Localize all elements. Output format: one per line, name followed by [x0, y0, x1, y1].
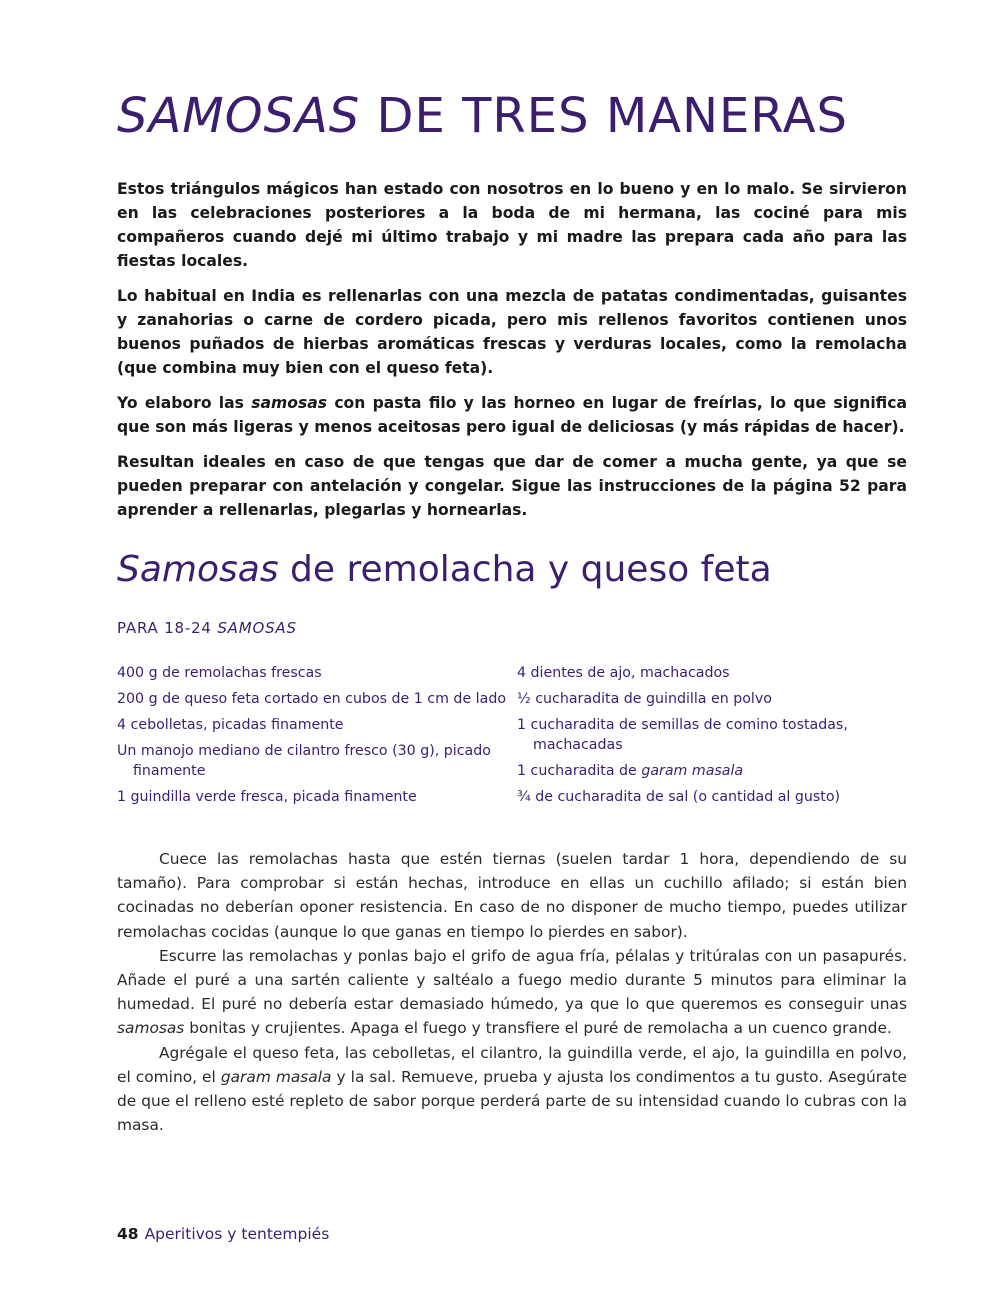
- ingredient-item: ¾ de cucharadita de sal (o cantidad al gusto): [517, 788, 841, 805]
- recipe-yield-italic: SAMOSAS: [217, 619, 297, 637]
- ingredients-column-right: [517, 664, 907, 814]
- intro-paragraph-3-italic: samosas: [251, 394, 328, 412]
- method-paragraph-3-start: Agrégale el queso feta, las cebolletas, el cilantro, la guindilla verde, el ajo, la guindilla en polvo, el comino, el: [117, 1043, 907, 1086]
- method-paragraph-1: Cuece las remolachas hasta que estén tiernas (suelen tardar 1 hora, dependiendo de su tamaño). Para comprobar si están hechas, introduce en ellas un cuchillo afilado; si están bien cocinadas no deberían oponer resistencia. En caso de no disponer de mucho tiempo, puedes utilizar remolachas cocidas (aunque lo que ganas en tiempo lo pierdes en sabor).: [117, 850, 907, 941]
- intro-paragraph-4: Resultan ideales en caso de que tengas que dar de comer a mucha gente, ya que se pueden preparar con antelación y congelar. Sigue las instrucciones de la página 52 para aprender a rellenarlas, plegarlas y hornearlas.: [117, 453, 907, 519]
- intro-paragraph-3-end: con pasta filo y las horneo en lugar de freírlas, lo que significa que son más ligeras y menos aceitosas pero igual de deliciosas (y más rápidas de hacer).: [117, 394, 907, 436]
- intro-paragraph-1: Estos triángulos mágicos han estado con nosotros en lo bueno y en lo malo. Se sirvieron en las celebraciones posteriores a la boda de mi hermana, las cociné para mis compañeros cuando dejé mi último trabajo y mi madre las prepara cada año para las fiestas locales.: [117, 180, 907, 270]
- ingredients-column-left: [117, 664, 517, 814]
- method-paragraph-3-italic: garam masala: [220, 1067, 332, 1086]
- recipe-yield: [117, 619, 297, 637]
- ingredient-item: 4 dientes de ajo, machacados: [517, 665, 730, 681]
- ingredient-item: ½ cucharadita de guindilla en polvo: [517, 691, 772, 707]
- method-paragraph-2-start: Escurre las remolachas y ponlas bajo el grifo de agua fría, pélalas y tritúralas con un pasapurés. Añade el puré a una sartén caliente y saltéalo a fuego medio durante 5 minutos para eliminar la humedad. El puré no debería estar demasiado húmedo, ya que lo que queremos es conseguir unas: [117, 946, 907, 1014]
- page-number: 48: [117, 1225, 139, 1243]
- method-paragraph-2: [117, 944, 907, 1041]
- page-title-rest: DE TRES MANERAS: [360, 88, 849, 144]
- page-title-italic: SAMOSAS: [117, 88, 361, 144]
- recipe-title: [117, 549, 772, 590]
- recipe-title-italic: Samosas: [117, 549, 279, 590]
- ingredient-item: 1 guindilla verde fresca, picada finamente: [117, 788, 417, 805]
- method-paragraph-3-end: y la sal. Remueve, prueba y ajusta los condimentos a tu gusto. Asegúrate de que el relleno esté repleto de sabor porque perderá parte de su intensidad cuando lo cubras con la masa.: [117, 1067, 907, 1135]
- ingredient-item: 4 cebolletas, picadas finamente: [117, 717, 344, 733]
- method-paragraph-2-end: bonitas y crujientes. Apaga el fuego y transfiere el puré de remolacha a un cuenco grande.: [184, 1019, 892, 1038]
- ingredient-item: 400 g de remolachas frescas: [117, 665, 322, 681]
- intro-text: [117, 177, 907, 533]
- recipe-yield-prefix: PARA 18-24: [117, 619, 218, 637]
- ingredient-item: Un manojo mediano de cilantro fresco (30 g), picado finamente: [117, 743, 491, 779]
- intro-paragraph-2: Lo habitual en India es rellenarlas con una mezcla de patatas condimentadas, guisantes y zanahorias o carne de cordero picada, pero mis rellenos favoritos contienen unos buenos puñados de hierbas aromáticas frescas y verduras locales, como la remolacha (que combina muy bien con el queso feta).: [117, 287, 907, 377]
- ingredient-item: [517, 762, 907, 782]
- intro-paragraph-3: [117, 391, 907, 439]
- ingredients-list: [117, 664, 907, 814]
- ingredient-item: 200 g de queso feta cortado en cubos de 1 cm de lado: [117, 691, 506, 707]
- method-paragraph-2-italic: samosas: [117, 1019, 185, 1038]
- recipe-title-rest: de remolacha y queso feta: [278, 549, 772, 590]
- method-paragraph-3: [117, 1041, 907, 1138]
- intro-paragraph-3-start: Yo elaboro las: [117, 394, 252, 412]
- method-text: [117, 847, 907, 1137]
- footer-section-title: Aperitivos y tentempiés: [144, 1225, 330, 1243]
- ingredient-item-italic: garam masala: [641, 762, 744, 779]
- page-footer: [117, 1225, 329, 1243]
- ingredient-item-start: 1 cucharadita de: [517, 762, 642, 779]
- page-title: [117, 88, 848, 144]
- ingredient-item: 1 cucharadita de semillas de comino tostadas, machacadas: [517, 717, 848, 753]
